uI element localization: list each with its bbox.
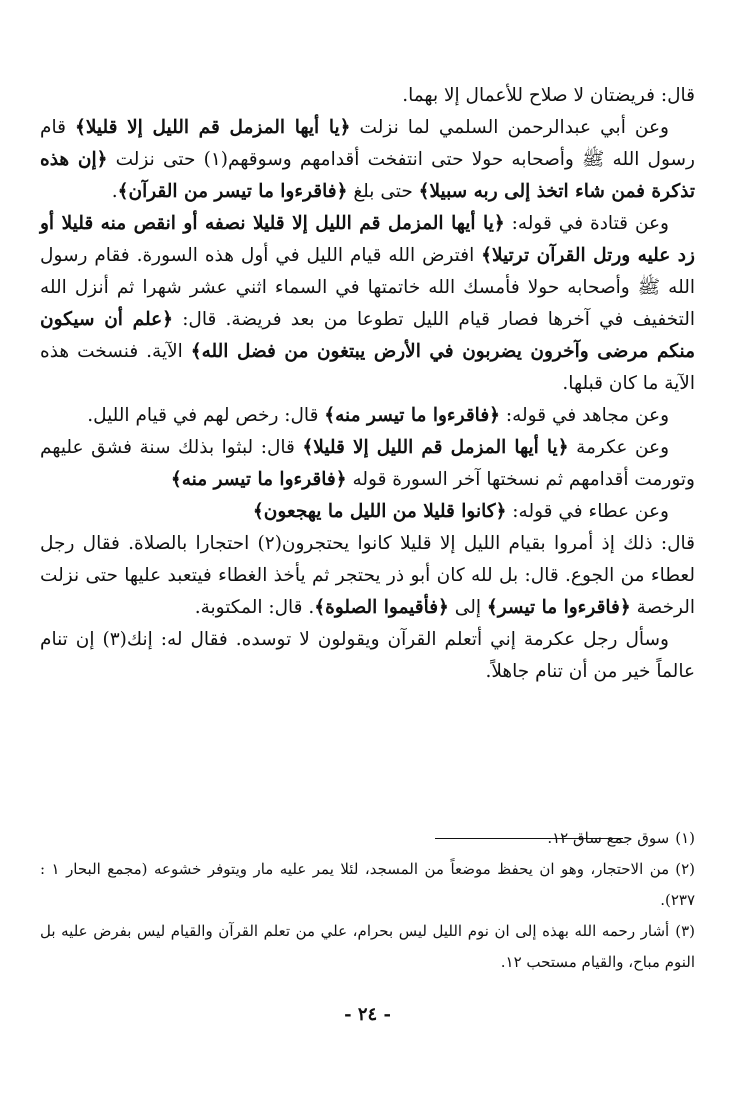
text-run: قام رسول الله ﷺ وأصحابه حولا حتى انتفخت أقدامهم وسوقهم(١) حتى نزلت: [40, 117, 695, 170]
paragraph-7: [40, 528, 695, 624]
paragraph-5: [40, 432, 695, 496]
text-run: قال: رخص لهم في قيام الليل.: [87, 405, 325, 426]
quran-verse: ﴿يا أيها المزمل قم الليل إلا قليلا نصفه أو انقص منه قليلا أو زد عليه ورتل القرآن ترتيلا﴾: [40, 213, 695, 266]
footnote-text: من الاحتجار، وهو ان يحفظ موضعاً من المسجد، لئلا يمر عليه مار ويتوفر خشوعه (مجمع البحار ١ : ٢٣٧).: [40, 860, 695, 909]
paragraph-2: [40, 112, 695, 208]
quran-verse: ﴿فاقرءوا ما تيسر﴾: [486, 597, 631, 618]
page-number: - ٢٤ -: [344, 1004, 391, 1025]
text-run: قال: ذلك إذ أمروا بقيام الليل إلا قليلا كانوا يحتجرون(٢) احتجارا بالصلاة. فقال رجل لعطاء من الجوع. قال: بل لله كان أبو ذر يحتجر ثم يأخذ الغطاء فيتعبد عليها حتى نزلت الرخصة: [40, 533, 696, 618]
text-run: . قال: المكتوبة.: [194, 597, 315, 618]
footnote-number: (٣): [675, 922, 695, 940]
quran-verse: ﴿علم أن سيكون منكم مرضى وآخرون يضربون في الأرض يبتغون من فضل الله﴾: [40, 309, 695, 362]
text-run: قال: لبثوا بذلك سنة فشق عليهم وتورمت أقدامهم ثم نسختها آخر السورة قوله: [40, 437, 695, 490]
paragraph-4: [40, 400, 695, 432]
text-run: قال: فريضتان لا صلاح للأعمال إلا بهما.: [402, 85, 695, 106]
footnote-text: سوق جمع ساق ١٢.: [547, 829, 670, 847]
quran-verse: ﴿فأقيموا الصلوة﴾: [314, 597, 449, 618]
quran-verse: ﴿فاقرءوا ما تيسر من القرآن﴾: [117, 181, 348, 202]
quran-verse: ﴿يا أيها المزمل قم الليل إلا قليلا﴾: [75, 117, 351, 138]
text-run: .: [111, 181, 118, 202]
text-run: افترض الله قيام الليل في أول هذه السورة. فقام رسول الله ﷺ وأصحابه حولا فأمسك الله خاتمتها في السماء اثني عشر شهرا ثم أنزل الله التخفيف في آخرها فصار قيام الليل تطوعا من بعد فريضة. قال:: [40, 245, 695, 330]
text-run: وسأل رجل عكرمة إني أتعلم القرآن ويقولون لا توسده. فقال له: إنك(٣) إن تنام عالماً خير من أن تنام جاهلاً.: [40, 629, 695, 682]
footnote-3: [40, 916, 695, 978]
paragraph-3: [40, 208, 695, 400]
footnote-number: (١): [675, 829, 695, 847]
text-run: وعن عكرمة: [568, 437, 669, 458]
footnote-number: (٢): [675, 860, 695, 878]
quran-verse: ﴿إن هذه تذكرة فمن شاء اتخذ إلى ربه سبيلا﴾: [40, 149, 695, 202]
quran-verse: ﴿كانوا قليلا من الليل ما يهجعون﴾: [252, 501, 507, 522]
text-run: الآية. فنسخت هذه الآية ما كان قبلها.: [40, 341, 695, 394]
footnote-2: [40, 854, 695, 916]
paragraph-1: [40, 80, 695, 112]
quran-verse: ﴿فاقرءوا ما تيسر منه﴾: [324, 405, 501, 426]
text-run: وعن عطاء في قوله:: [506, 501, 669, 522]
footnote-1: [40, 823, 695, 854]
quran-verse: ﴿يا أيها المزمل قم الليل إلا قليلا﴾: [302, 437, 569, 458]
main-text: [40, 80, 695, 688]
text-run: وعن قتادة في قوله:: [504, 213, 669, 234]
paragraph-8: [40, 624, 695, 688]
text-run: حتى بلغ: [347, 181, 419, 202]
text-run: وعن أبي عبدالرحمن السلمي لما نزلت: [350, 117, 669, 138]
quran-verse: ﴿فاقرءوا ما تيسر منه﴾: [170, 469, 347, 490]
footnotes: [40, 823, 695, 978]
footnote-text: أشار رحمه الله بهذه إلى ان نوم الليل ليس بحرام، علي من تعلم القرآن والقيام ليس بفرض عليه بل النوم مباح، والقيام مستحب ١٢.: [40, 922, 695, 971]
text-run: وعن مجاهد في قوله:: [500, 405, 669, 426]
paragraph-6: [40, 496, 695, 528]
text-run: إلى: [448, 597, 487, 618]
